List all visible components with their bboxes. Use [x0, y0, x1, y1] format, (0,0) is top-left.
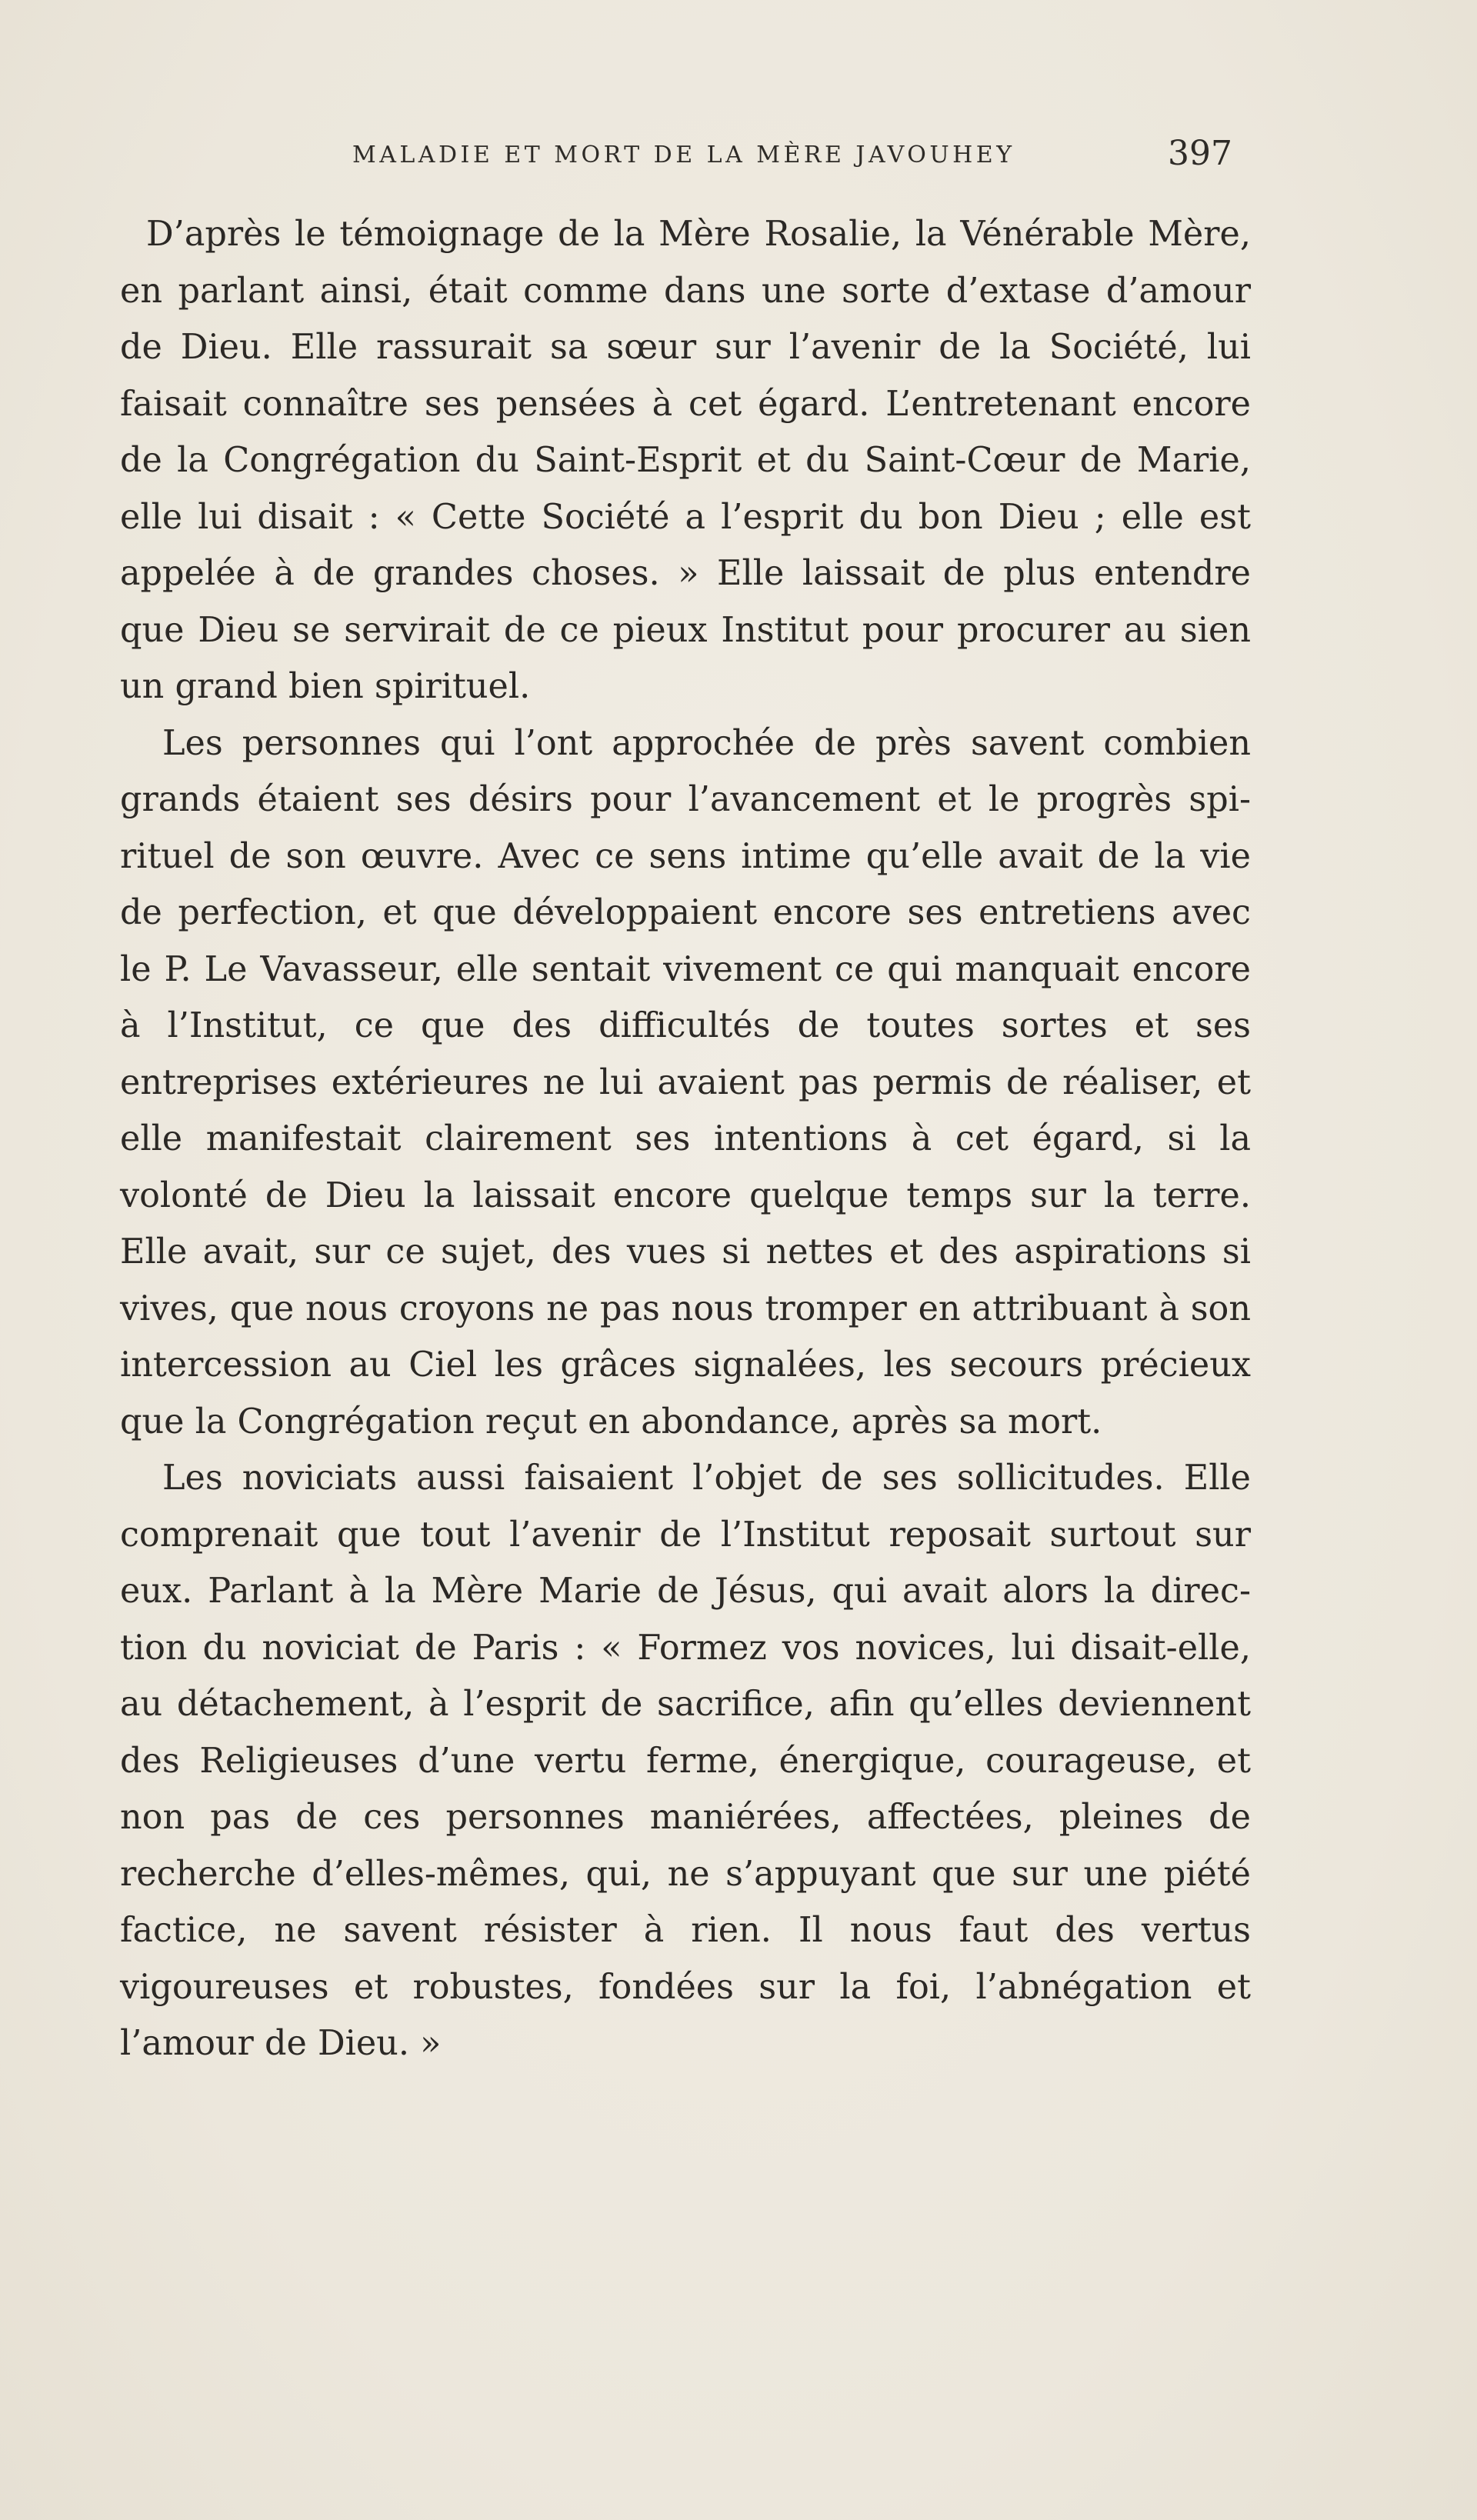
body-text: [120, 206, 1251, 2072]
running-header: [0, 134, 1477, 183]
paragraph-2: Les personnes qui l’ont approchée de près savent combien grands étaient ses désirs pour l’avancement et le progrès spirituel de son œuvre. Avec ce sens intime qu’elle avait de la vie de perfection, et que développaient encore ses entretiens avec le P. Le Vavasseur, elle sentait vivement ce qui manquait encore à l’Institut, ce que des difficultés de toutes sortes et ses entreprises extérieures ne lui avaient pas permis de réaliser, et elle manifestait clairement ses intentions à cet égard, si la volonté de Dieu la laissait encore quelque temps sur la terre. Elle avait, sur ce sujet, des vues si nettes et des aspirations si vives, que nous croyons ne pas nous tromper en attribuant à son intercession au Ciel les grâces signalées, les secours précieux que la Congrégation reçut en abondance, après sa mort.: [120, 723, 1251, 1442]
paragraph-1: D’après le témoignage de la Mère Rosalie, la Vénérable Mère, en parlant ainsi, était comme dans une sorte d’extase d’amour de Dieu. Elle rassurait sa sœur sur l’avenir de la Société, lui faisait connaître ses pensées à cet égard. L’entretenant encore de la Congrégation du Saint-Esprit et du Saint-Cœur de Marie, elle lui disait : « Cette Société a l’esprit du bon Dieu ; elle est appelée à de grandes choses. » Elle laissait de plus entendre que Dieu se servirait de ce pieux Institut pour procurer au sien un grand bien spirituel.: [120, 215, 1251, 706]
running-title: MALADIE ET MORT DE LA MÈRE JAVOUHEY: [352, 142, 1015, 168]
page-number: 397: [1168, 134, 1232, 173]
paragraph-3: Les noviciats aussi faisaient l’objet de ses sollicitudes. Elle comprenait que tout l’avenir de l’Institut reposait surtout sur eux. Parlant à la Mère Marie de Jésus, qui avait alors la direction du noviciat de Paris : « Formez vos novices, lui disait-elle, au détachement, à l’esprit de sacrifice, afin qu’elles deviennent des Religieuses d’une vertu ferme, énergique, courageuse, et non pas de ces personnes maniérées, affectées, pleines de recherche d’elles-mêmes, qui, ne s’appuyant que sur une piété factice, ne savent résister à rien. Il nous faut des vertus vigoureuses et robustes, fondées sur la foi, l’abnégation et l’amour de Dieu. »: [120, 1458, 1251, 2063]
